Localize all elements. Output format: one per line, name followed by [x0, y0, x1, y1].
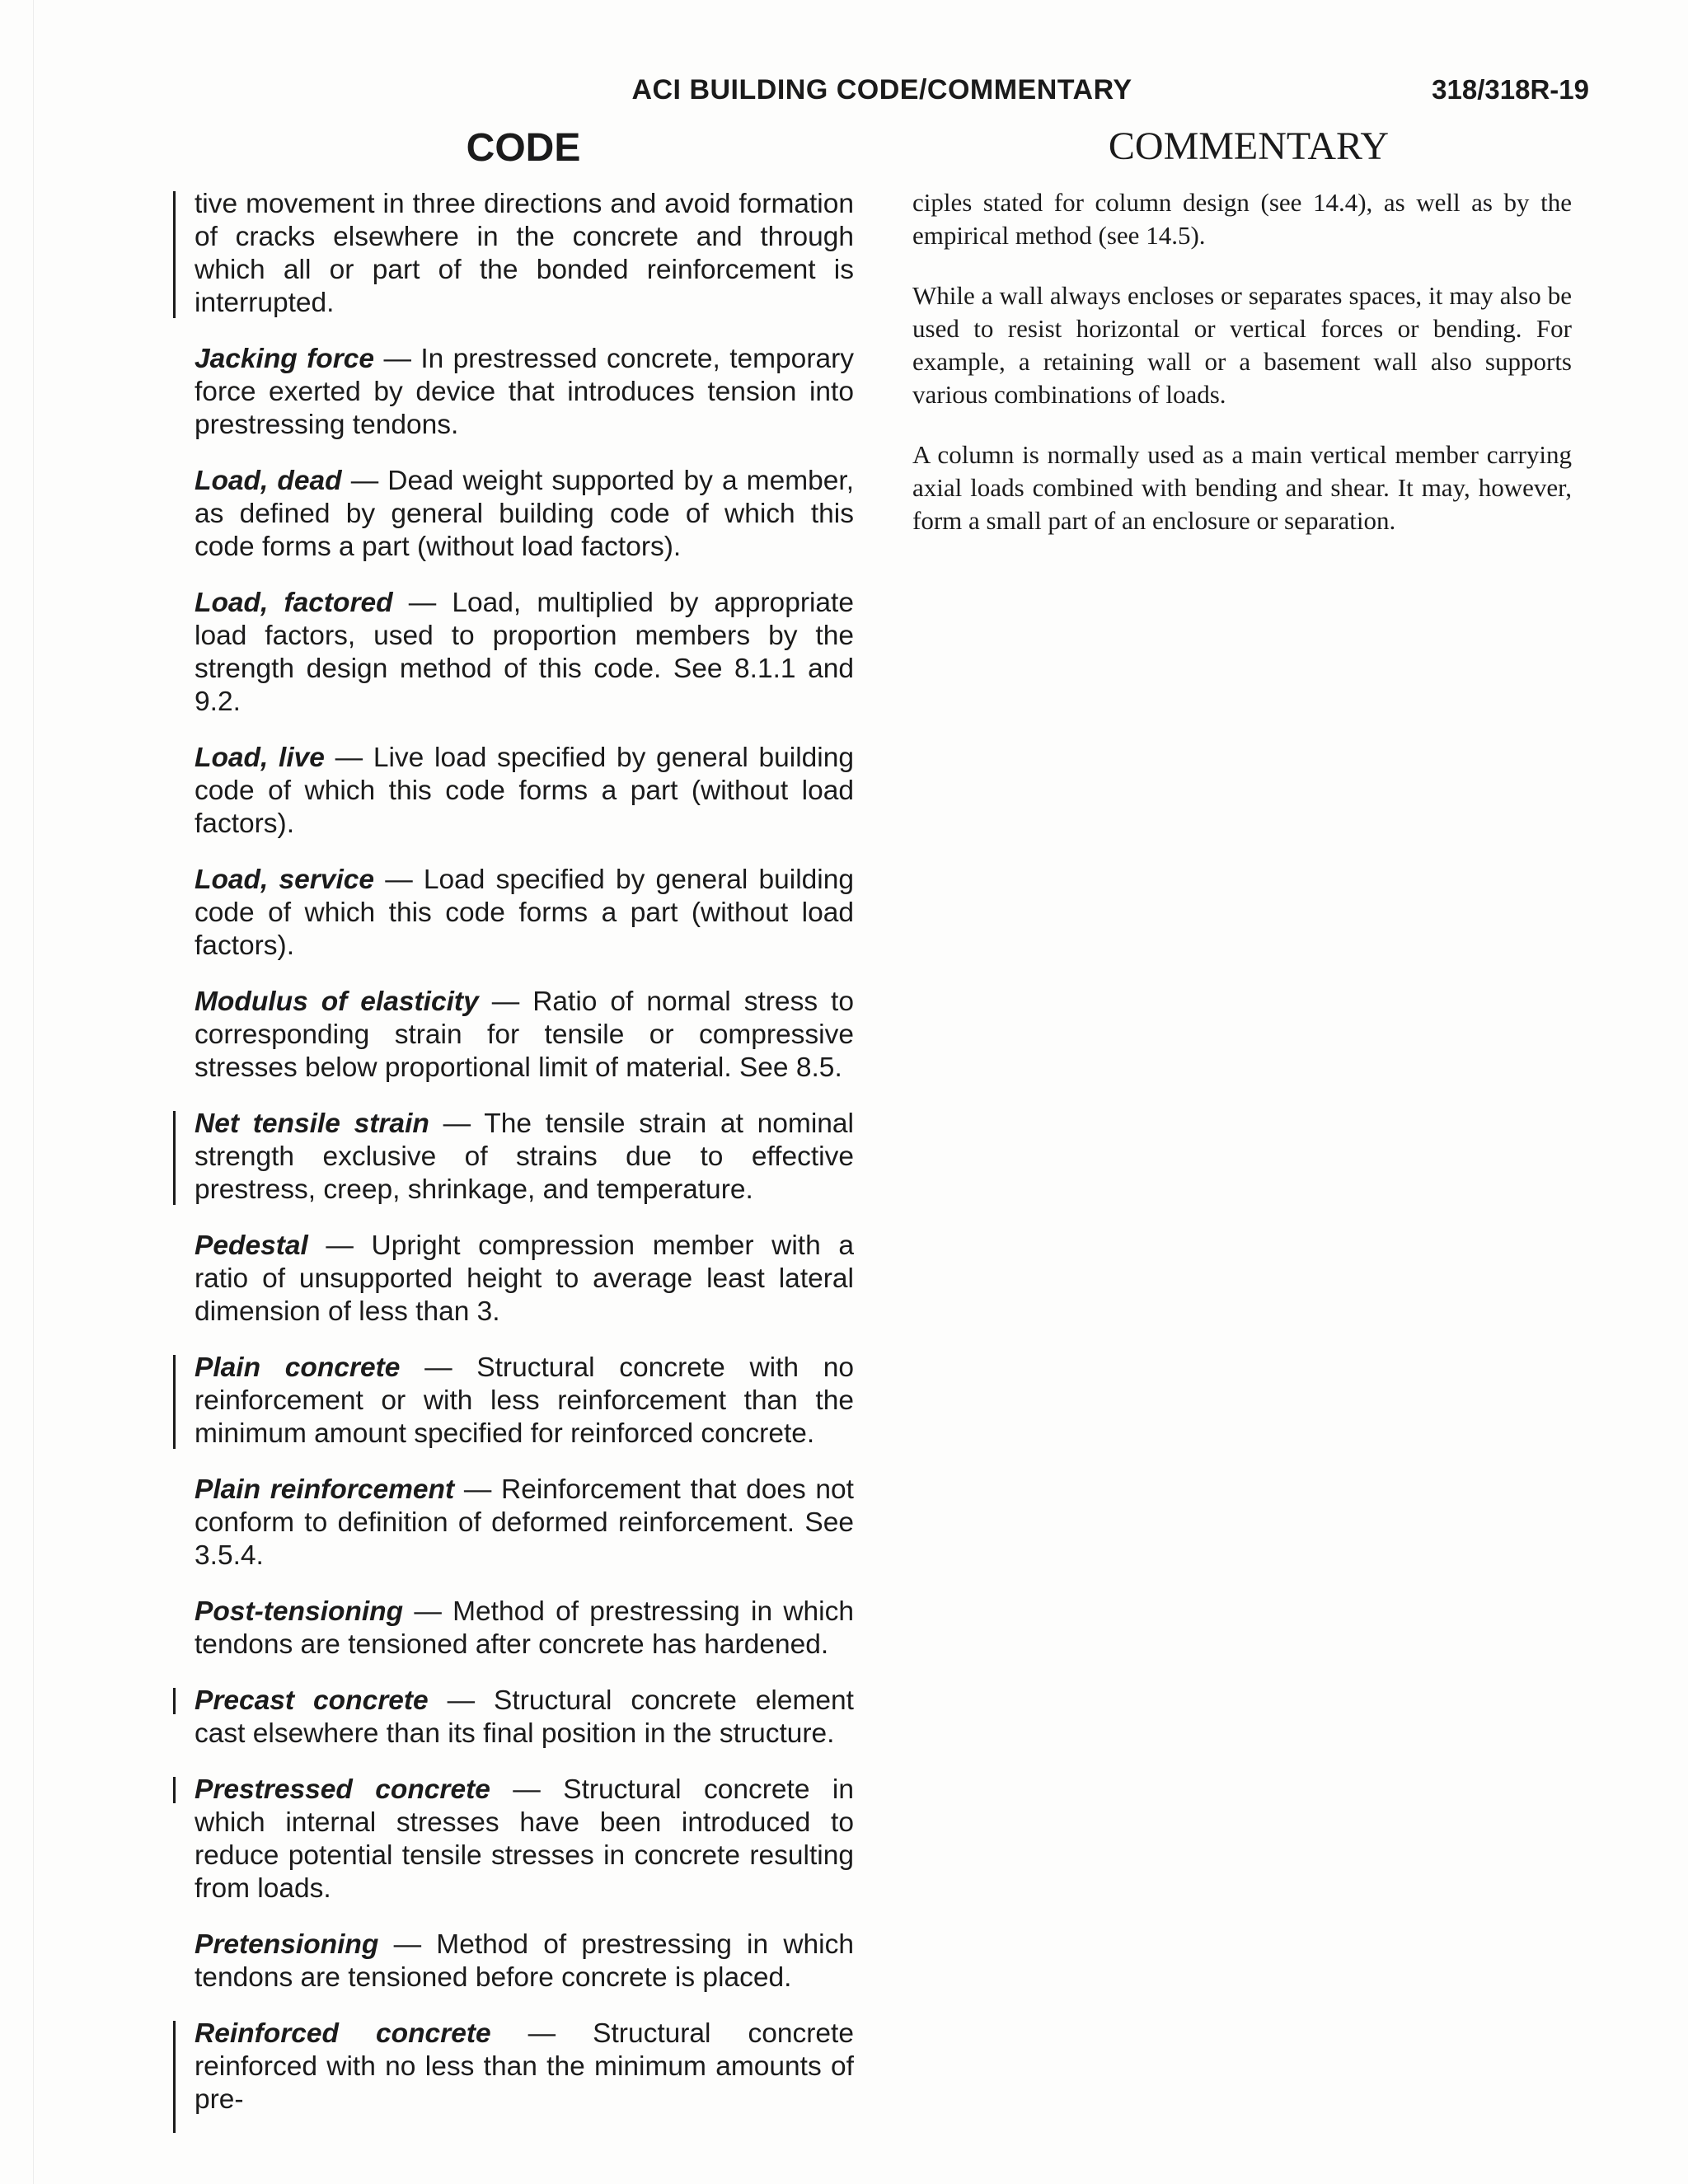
definition-load-factored: [195, 587, 854, 719]
definition-pedestal: [195, 1230, 854, 1329]
definition-pretensioning: [195, 1929, 854, 1994]
definition-text: — Method of prestressing in which tendons are tensioned after concrete has hardened.: [195, 1596, 854, 1660]
definition-text: — Method of prestressing in which tendons are tensioned before concrete is placed.: [195, 1929, 854, 1993]
definition-text: — Structural concrete element cast elsewhere than its final position in the structure.: [195, 1685, 854, 1749]
definition-text: — Reinforcement that does not conform to definition of deformed reinforcement. See 3.5.4.: [195, 1474, 854, 1571]
page-reference: 318/318R-19: [1432, 74, 1589, 105]
definition-term: Load, dead: [195, 466, 342, 496]
definition-text: — In prestressed concrete, temporary force exerted by device that introduces tension into prestressing tendons.: [195, 344, 855, 440]
definition-jacking-force: [195, 343, 854, 442]
definition-term: Pedestal: [195, 1230, 308, 1261]
definition-text: — Upright compression member with a ratio of unsupported height to average least lateral dimension of less than 3.: [195, 1230, 854, 1327]
commentary-paragraph: ciples stated for column design (see 14.4), as well as by the empirical method (see 14.5).: [912, 188, 1572, 250]
definition-text: — Ratio of normal stress to corresponding strain for tensile or compressive stresses below proportional limit of material. See 8.5.: [195, 987, 854, 1083]
definition-post-tensioning: [195, 1596, 854, 1661]
commentary-column-title: COMMENTARY: [1108, 124, 1390, 168]
definition-text: — Structural concrete in which internal stresses have been introduced to reduce potential tensile stresses in concrete resulting from loads.: [195, 1774, 854, 1904]
definition-text: — Structural concrete reinforced with no less than the minimum amounts of pre-: [195, 2018, 854, 2115]
definition-term: Net tensile strain: [195, 1108, 429, 1139]
code-column-title: CODE: [466, 126, 581, 170]
definition-plain-concrete: [195, 1352, 854, 1451]
definition-load-dead: [195, 465, 854, 564]
scan-edge-line: [33, 0, 34, 2184]
code-column: [195, 188, 854, 2139]
definition-term: Load, live: [195, 743, 325, 773]
definition-reinforced-concrete: [195, 2018, 854, 2116]
definition-modulus-of-elasticity: [195, 986, 854, 1085]
definition-prestressed-concrete: [195, 1774, 854, 1905]
definition-plain-reinforcement: [195, 1474, 854, 1572]
revision-bar: [173, 1777, 176, 1803]
definition-term: Post-tensioning: [195, 1596, 404, 1627]
commentary-paragraph: While a wall always encloses or separates spaces, it may also be used to resist horizontal or vertical forces or bending. For example, a retaining wall or a basement wall also supports various combinations of loads.: [912, 281, 1572, 409]
definition-term: Load, service: [195, 865, 375, 895]
definition-term: Plain concrete: [195, 1352, 401, 1383]
revision-bar: [173, 2021, 176, 2133]
definition-load-live: [195, 742, 854, 841]
definition-precast-concrete: [195, 1685, 854, 1750]
commentary-paragraph: A column is normally used as a main vertical member carrying axial loads combined with bending and shear. It may, however, form a small part of an enclosure or separation.: [912, 440, 1572, 535]
definition-text: — Dead weight supported by a member, as defined by general building code of which this code forms a part (without load factors).: [195, 466, 854, 562]
paragraph-text: tive movement in three directions and avoid formation of cracks elsewhere in the concrete and through which all or part of the bonded reinforcement is interrupted.: [195, 189, 854, 318]
revision-bar: [173, 1111, 176, 1205]
definition-term: Reinforced concrete: [195, 2018, 491, 2049]
definition-term: Plain reinforcement: [195, 1474, 455, 1505]
definition-term: Modulus of elasticity: [195, 987, 479, 1017]
running-header: ACI BUILDING CODE/COMMENTARY: [631, 74, 1132, 105]
revision-bar: [173, 1355, 176, 1449]
definition-text: — Live load specified by general building code of which this code forms a part (without load factors).: [195, 743, 855, 839]
definition-term: Jacking force: [195, 344, 375, 374]
commentary-column: [912, 186, 1572, 565]
revision-bar: [173, 191, 176, 318]
definition-text: — Structural concrete with no reinforcement or with less reinforcement than the minimum amount specified for reinforced concrete.: [195, 1352, 854, 1449]
definition-text: — The tensile strain at nominal strength exclusive of strains due to effective prestress, creep, shrinkage, and temperature.: [195, 1108, 854, 1205]
code-continued-paragraph: [195, 188, 854, 320]
definition-term: Precast concrete: [195, 1685, 429, 1716]
definition-text: — Load, multiplied by appropriate load factors, used to proportion members by the strength design method of this code. See 8.1.1 and 9.2.: [195, 588, 854, 717]
definition-load-service: [195, 864, 854, 963]
definition-text: — Load specified by general building code of which this code forms a part (without load factors).: [195, 865, 854, 961]
definition-term: Pretensioning: [195, 1929, 379, 1960]
definition-term: Prestressed concrete: [195, 1774, 490, 1805]
revision-bar: [173, 1688, 176, 1714]
definition-term: Load, factored: [195, 588, 393, 618]
definition-net-tensile-strain: [195, 1108, 854, 1207]
